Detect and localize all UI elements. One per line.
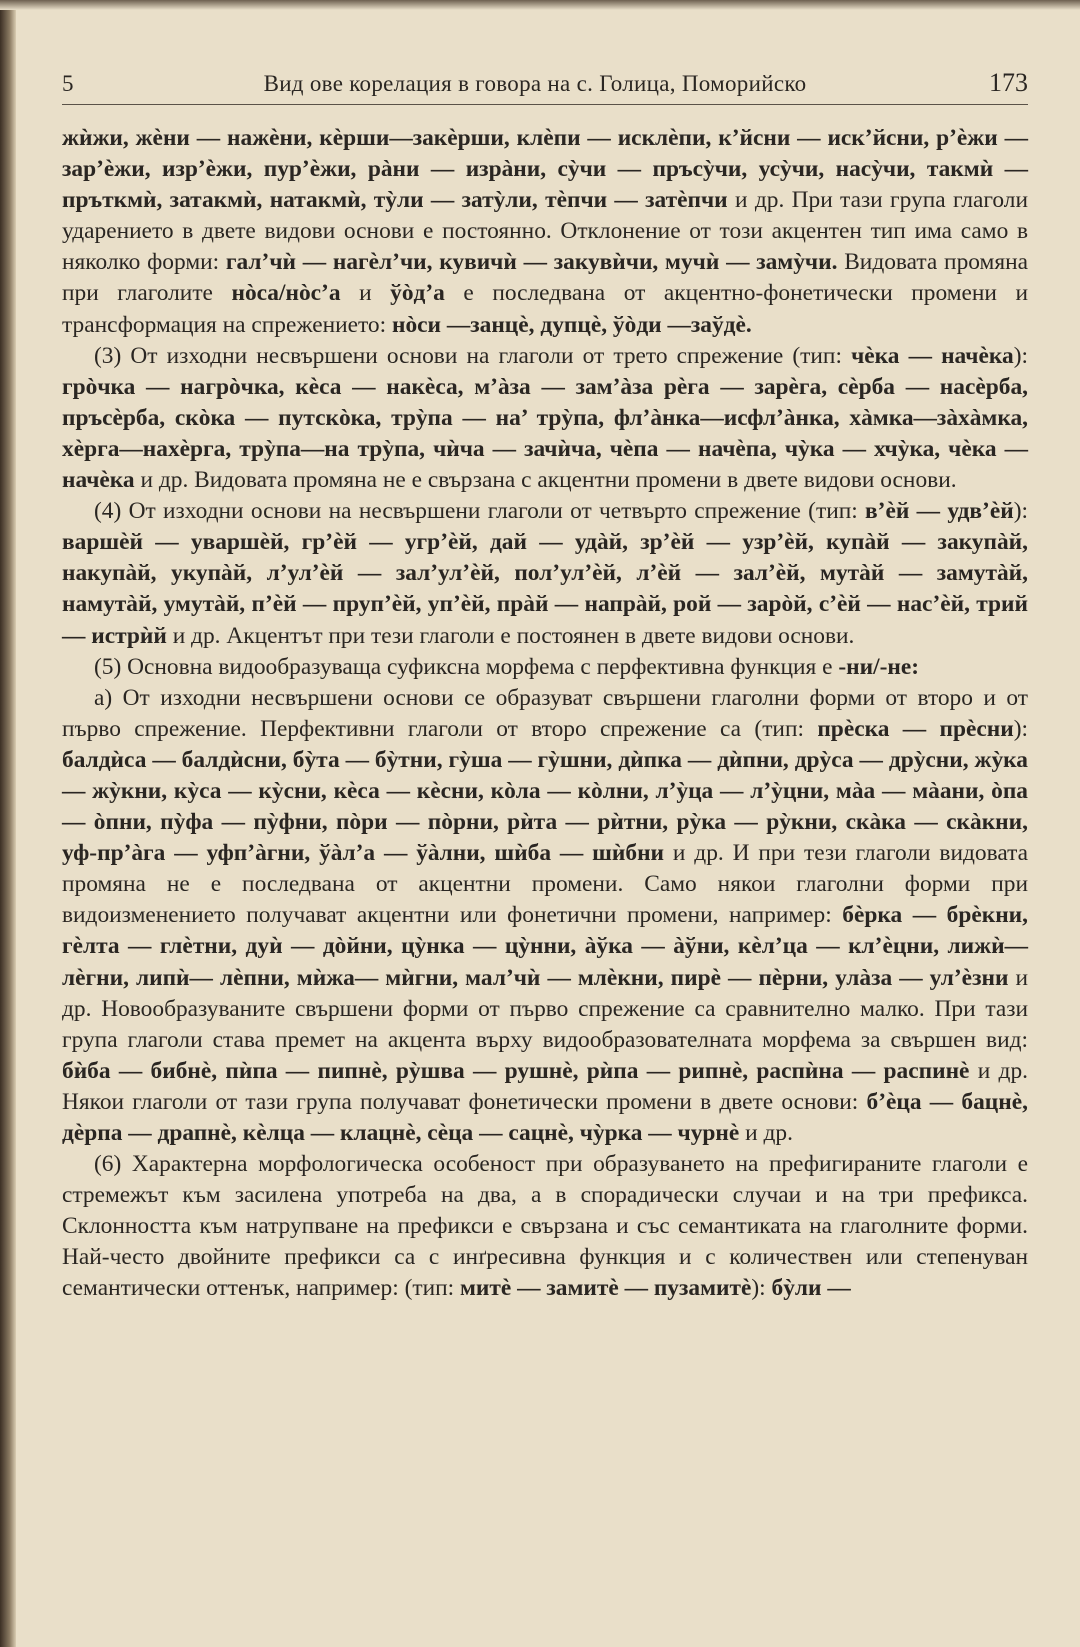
text-run: и др. Някои глаголи от тази група получават фонетически промени в двете основи: — [62, 1057, 1028, 1115]
example-forms: варшѐй — уваршѐй, гр’ѐй — угр’ѐй, дай — удàй, зр’ѐй — узр’ѐй, купàй — закупàй, накупàй, укупàй, л’ул’ѐй — зал’ул’ѐй, пол’ул’ѐй, л’ѐй — зал’ѐй, мутàй — замутàй, намутàй, умутàй, п’ѐй — пруп’ѐй, уп’ѐй, прàй — напрàй, рой — зарòй, с’ѐй — нас’ѐй, трий — истрѝй — [62, 529, 1028, 649]
text-run: и др. Акцентът при тези глаголи е постоянен в двете видови основи. — [166, 622, 855, 649]
text-run: а) От изходни несвършени основи се образуват свършени глаголни форми от второ и от първо спрежение. Перфективни глаголи от второ спрежение са (тип: — [62, 684, 1028, 742]
example-forms: б’ѐца — бацнѐ, дѐрпа — драпнѐ, кѐлца — клацнѐ, сѐца — сацнѐ, чỳрка — чурнѐ — [62, 1088, 1028, 1146]
text-run: (5) Основна видообразуваща суфиксна морфема с перфективна функция е — [94, 653, 839, 680]
example-forms: грòчка — нагрòчка, кѐса — накѐса, м’àза — зам’àза рѐга — зарѐга, сѐрба — насѐрба, пръсѐрба, скòка — путскòка, трỳпа — на’ трỳпа, фл’àнка—исфл’àнка, хàмка—зàхàмка, хѐрга—нахѐрга, трỳпа—на трỳпа, чѝча — зачѝча, чѐпа — начѐпа, чỳка — хчỳка, чѐка — начѐка — [62, 373, 1028, 494]
example-forms: гал’чѝ — нагѐл’чи, кувичѝ — закувѝчи, мучѝ — замỳчи. — [225, 249, 838, 276]
example-forms: балдѝса — балдѝсни, бỳта — бỳтни, гỳша — гỳшни, дѝпка — дѝпни, дрỳса — дрỳсни, жỳка — жỳкни, кỳса — кỳсни, кѐса — кѐсни, кòла — кòлни, л’ỳца — л’ỳцни, мàа — мàани, òпа — òпни, пỳфа — пỳфни, пòри — пòрни, рѝта — рѝтни, рỳка — рỳкни, скàка — скàкни, уф-пр’àга — уфп’àгни, ўàл’а — ўàлни, шѝба — шѝбни — [62, 746, 1028, 867]
text-run: ): — [1013, 715, 1029, 742]
example-forms: ўòд’а — [390, 280, 445, 307]
text-run: Видовата промяна при глаголите — [62, 249, 1028, 307]
example-forms: бѝба — бибнѐ, пѝпа — пипнѐ, рỳшва — рушнѐ, рѝпа — рипнѐ, распѝна — распинѐ — [62, 1057, 970, 1084]
text-run: и др. И при тези глаголи видовата промяна не е последвана от акцентни промени. Само някои глаголни форми при видоизменението получават акцентни или фонетични промени, например: — [62, 840, 1028, 929]
scan-edge-shadow — [0, 0, 1080, 10]
paragraph — [62, 123, 1028, 341]
text-run: и др. — [739, 1120, 793, 1146]
text-run: и др. Новообразуваните свършени форми от първо спрежение са сравнително малко. При тази група глаголи става премет на акцента върху видообразователната морфема за свършен вид: — [62, 964, 1028, 1053]
example-forms: митѐ — замитѐ — пузамитѐ — [460, 1275, 752, 1302]
text-run: ): — [1013, 498, 1028, 525]
paragraph — [62, 683, 1028, 1149]
example-forms: нòси —занцѐ, дупцѐ, ўòди —заўдѐ. — [391, 311, 752, 338]
example-forms: нòса/нòс’а — [231, 280, 341, 307]
paragraph — [62, 341, 1028, 496]
example-forms: -ни/-не: — [838, 653, 920, 680]
example-forms: бѐрка — брѐкни, гѐлта — глѐтни, дуѝ — дòйни, цỳнка — цỳнни, àўка — àўни, кѐл’ца — кл’ѐцни, лижѝ—лѐгни, липѝ— лѐпни, мѝжа— мѝгни, мал’чѝ — млѐкни, пирѐ — пѐрни, улàза — ул’ѐзни — [62, 902, 1028, 991]
text-run: и др. Видовата промяна не е свързана с акцентни промени в двете видови основи. — [134, 467, 957, 494]
book-spine-shadow — [0, 0, 16, 1647]
book-page — [62, 68, 1028, 1305]
text-run: и — [340, 280, 391, 307]
text-run: (6) Характерна морфологическа особеност при образуването на префигираните глаголи е стремежът към засилена употреба на два, а в спорадически случаи и на три префикса. Склонността към натрупване на префикси е свързана и със семантиката на глаголните форми. Най-често двойните префикси са с инґресивна функция и с количествен или степенуван семантически оттенък, например: (тип: — [62, 1151, 1028, 1302]
example-forms: жѝжи, жѐни — нажѐни, кѐрши—закѐрши, клѐпи — исклѐпи, к’йсни — иск’йсни, р’ѐжи — зар’ѐжи, изр’ѐжи, пур’ѐжи, рàни — изрàни, сỳчи — пръсỳчи, усỳчи, насỳчи, такмѝ — пръткмѝ, затакмѝ, натакмѝ, тỳли — затỳли, тѐпчи — затѐпчи — [62, 125, 1028, 214]
paragraph — [62, 1149, 1028, 1304]
running-title: Вид ове корелация в говора на с. Голица, Поморийско — [263, 71, 807, 96]
paragraph — [62, 652, 1028, 683]
page-header — [62, 68, 1028, 105]
example-forms: чѐка — начѐка — [851, 342, 1014, 369]
page-body-text — [62, 123, 1028, 1305]
text-run: е последвана от акцентно-фонетически промени и трансформация на спрежението: — [62, 280, 1029, 338]
text-run: ): — [751, 1275, 772, 1302]
example-forms: прѐска — прѐсни — [817, 715, 1014, 742]
paragraph — [62, 496, 1028, 651]
text-run: ): — [1013, 342, 1028, 369]
text-run: (3) От изходни несвършени основи на глаголи от трето спрежение (тип: — [94, 342, 852, 369]
text-run: (4) От изходни основи на несвършени глаголи от четвърто спрежение (тип: — [94, 498, 866, 525]
page-number: 173 — [989, 68, 1028, 97]
text-run: и др. При тази група глаголи ударението в двете видови основи е постоянно. Отклонение от този акцентен тип има само в няколко форми: — [62, 187, 1028, 276]
signature-number: 5 — [62, 71, 74, 96]
example-forms: бỳли — — [771, 1275, 851, 1302]
example-forms: в’ѐй — удв’ѐй — [865, 498, 1014, 525]
